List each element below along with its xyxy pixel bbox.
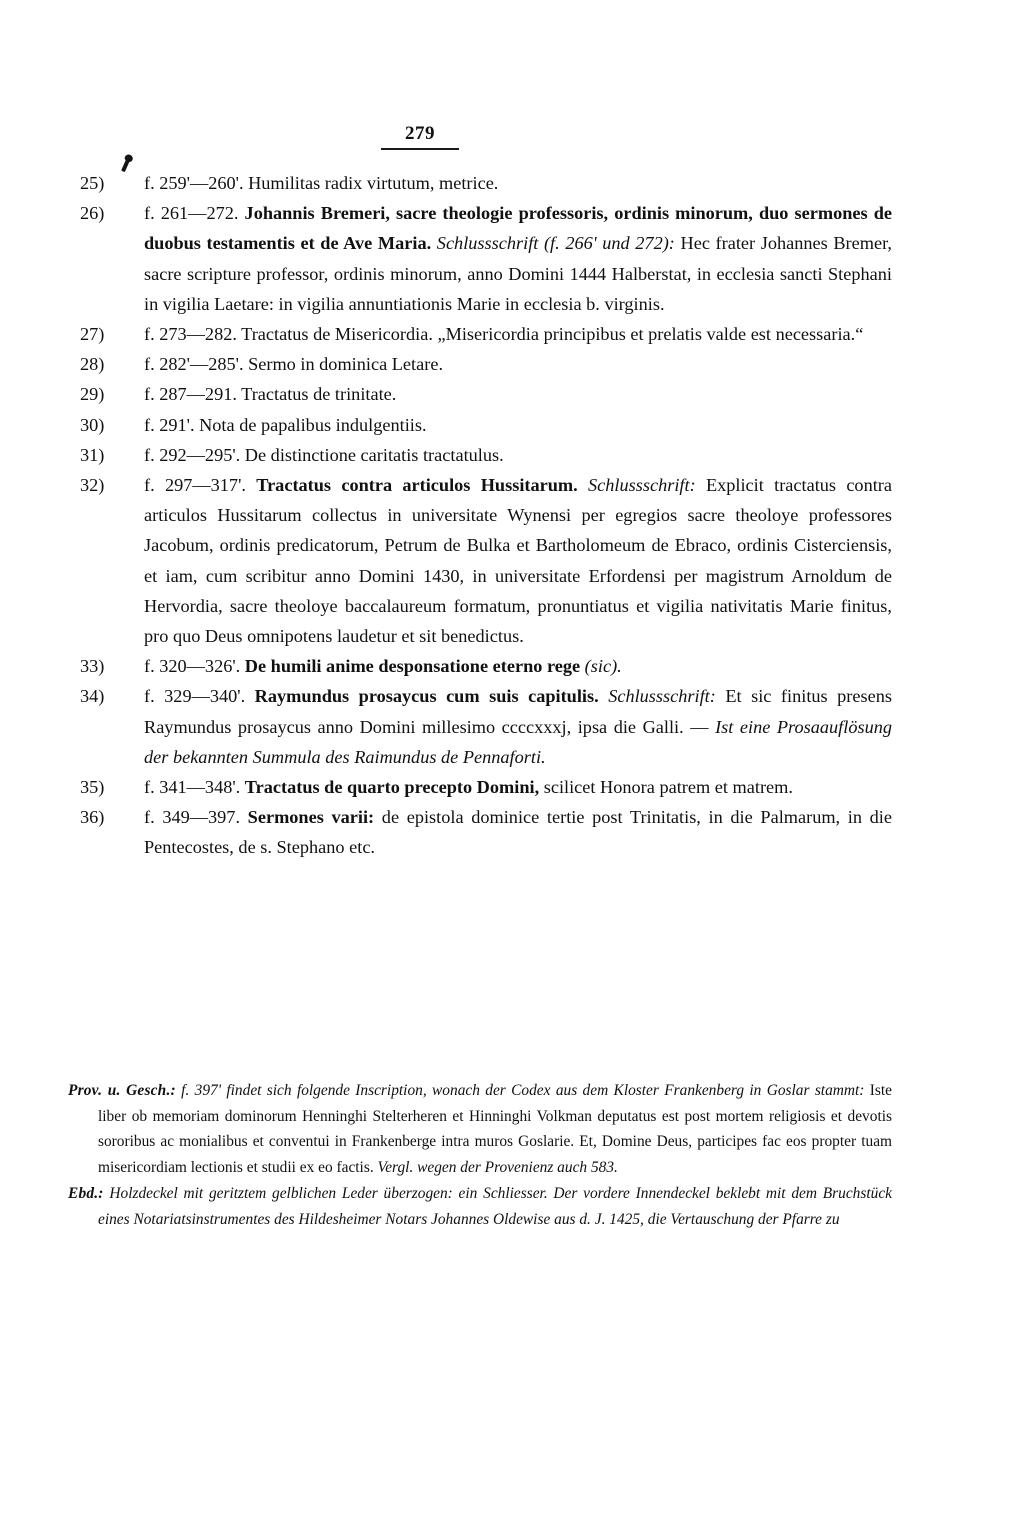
entry-number: 31) xyxy=(80,444,105,465)
entry-number: 34) xyxy=(80,686,105,707)
catalogue-entry xyxy=(80,379,892,409)
provenance-notes xyxy=(68,1078,892,1233)
catalogue-entry-list xyxy=(80,168,892,863)
catalogue-entry xyxy=(80,349,892,379)
entry-text xyxy=(144,651,892,681)
entry-number: 32) xyxy=(80,475,105,496)
text-run: scilicet Honora patrem et matrem. xyxy=(543,777,793,798)
entry-text xyxy=(144,440,892,470)
catalogue-entry xyxy=(80,410,892,440)
page-number: 279 xyxy=(405,123,435,144)
text-run: f. 349—397. xyxy=(144,807,248,828)
text-run: f. 297—317'. xyxy=(144,475,257,496)
text-run: f. 292—295'. De distinctione caritatis tractatulus. xyxy=(144,444,504,465)
entry-text xyxy=(144,198,892,319)
entry-number: 25) xyxy=(80,173,105,193)
entry-text xyxy=(144,772,892,802)
text-run: (sic). xyxy=(584,656,622,677)
text-run: Et sic finitus presens Raymundus prosaycus anno Domini millesimo ccccxxxj, ipsa die Galli. — xyxy=(144,686,892,737)
provenance-label: Prov. u. Gesch.: xyxy=(68,1082,176,1099)
entry-number: 27) xyxy=(80,324,105,345)
text-run: f. 273—282. Tractatus de Misericordia. „Misericordia principibus et prelatis valde est necessaria.“ xyxy=(144,324,864,345)
entry-number: 29) xyxy=(80,384,105,405)
text-run: f. 341—348'. xyxy=(144,777,245,798)
text-run: f. 320—326'. xyxy=(144,656,245,677)
entry-text xyxy=(144,681,892,772)
catalogue-entry xyxy=(80,198,892,319)
entry-text xyxy=(144,319,892,349)
text-run: f. 291'. Nota de papalibus indulgentiis. xyxy=(144,414,427,435)
text-run: Schlussschrift: xyxy=(588,475,696,496)
catalogue-entry xyxy=(80,168,892,198)
text-run: Tractatus contra articulos Hussitarum. xyxy=(256,475,588,496)
entry-number: 35) xyxy=(80,777,105,798)
text-run: Hec frater Johannes Bremer, sacre scripture professor, ordinis minorum, anno Domini 1444 Halberstat, in ecclesia sancti Stephani in vigilia Laetare: in vigilia annuntiationis Marie in ecclesia b. virginis. xyxy=(144,233,892,314)
catalogue-entry xyxy=(80,772,892,802)
text-run: f. 282'—285'. Sermo in dominica Letare. xyxy=(144,354,444,375)
catalogue-entry xyxy=(80,440,892,470)
text-run: f. 259'—260'. Humilitas radix virtutum, metrice. xyxy=(144,173,499,193)
entry-text xyxy=(144,168,892,198)
entry-number: 30) xyxy=(80,414,105,435)
entry-text xyxy=(144,379,892,409)
entry-text xyxy=(144,802,892,862)
text-run: Johannis Bremeri, sacre theologie professoris, ordinis minorum, duo sermones de duobus testamentis et de Ave Maria. xyxy=(144,203,892,254)
text-run: Holzdeckel mit geritztem gelblichen Leder überzogen: ein Schliesser. Der vordere Innendeckel beklebt mit dem Bruchstück eines Notariatsinstrumentes des Hildesheimer Notars Johannes Oldewise aus d. J. 1425, die Vertauschung der Pfarre zu xyxy=(98,1185,892,1228)
text-run: Raymundus prosaycus cum suis capitulis. xyxy=(254,686,609,707)
catalogue-entry xyxy=(80,802,892,862)
text-run: Tractatus de quarto precepto Domini, xyxy=(244,777,544,798)
text-run: Sermones varii: xyxy=(247,807,382,828)
catalogue-entry xyxy=(80,470,892,651)
entry-text xyxy=(144,410,892,440)
catalogue-entry xyxy=(80,651,892,681)
catalogue-entry xyxy=(80,319,892,349)
text-run: Vergl. wegen der Provenienz auch 583. xyxy=(377,1158,618,1176)
entry-text xyxy=(144,470,892,651)
catalogue-entry xyxy=(80,681,892,772)
text-run: f. 329—340'. xyxy=(144,686,255,707)
provenance-paragraph xyxy=(68,1078,892,1180)
provenance-paragraph xyxy=(68,1181,892,1232)
text-run: Iste liber ob memoriam dominorum Henninghi Stelterheren et Hinninghi Volkman deputatus est post mortem religiosis et devotis sororibus ac monialibus et conventui in Frankenberge intra muros Goslarie. Et, Domine Deus, participes fac eos propter tuam misericordiam lectionis et studii ex eo factis. xyxy=(98,1082,893,1176)
text-run: f. 397' findet sich folgende Inscription, wonach der Codex aus dem Kloster Frankenberg in Goslar stammt: xyxy=(175,1082,865,1099)
entry-number: 26) xyxy=(80,203,105,224)
entry-number: 36) xyxy=(80,807,105,828)
running-head xyxy=(0,124,1024,150)
entry-text xyxy=(144,349,892,379)
entry-number: 33) xyxy=(80,656,105,677)
text-run: f. 287—291. Tractatus de trinitate. xyxy=(144,384,397,405)
text-run: de epistola dominice tertie post Trinitatis, in die Palmarum, in die Pentecostes, de s. Stephano etc. xyxy=(144,807,892,858)
text-run: f. 261—272. xyxy=(144,203,245,224)
running-head-rule xyxy=(381,124,459,150)
text-run: Schlussschrift: xyxy=(608,686,716,707)
text-run: Ist eine Prosaauflösung der bekannten Summula des Raimundus de Pennaforti. xyxy=(144,716,892,767)
provenance-label: Ebd.: xyxy=(68,1185,104,1203)
text-run: Schlussschrift (f. 266' und 272): xyxy=(436,233,675,254)
text-run: De humili anime desponsatione eterno rege xyxy=(244,656,585,677)
text-run: Explicit tractatus contra articulos Hussitarum collectus in universitate Wynensi per egregios sacre theoloye professores Jacobum, ordinis predicatorum, Petrum de Bulka et Bartholomeum de Ebraco, ordinis Cisterciensis, et iam, cum scribitur anno Domini 1430, in universitate Erfordensi per magistrum Arnoldum de Hervordia, sacre theoloye baccalaureum formatum, pronuntiatus et vigilia nativitatis Marie finitus, pro quo Deus omnipotens laudetur et sit benedictus. xyxy=(144,475,892,647)
entry-number: 28) xyxy=(80,354,105,375)
